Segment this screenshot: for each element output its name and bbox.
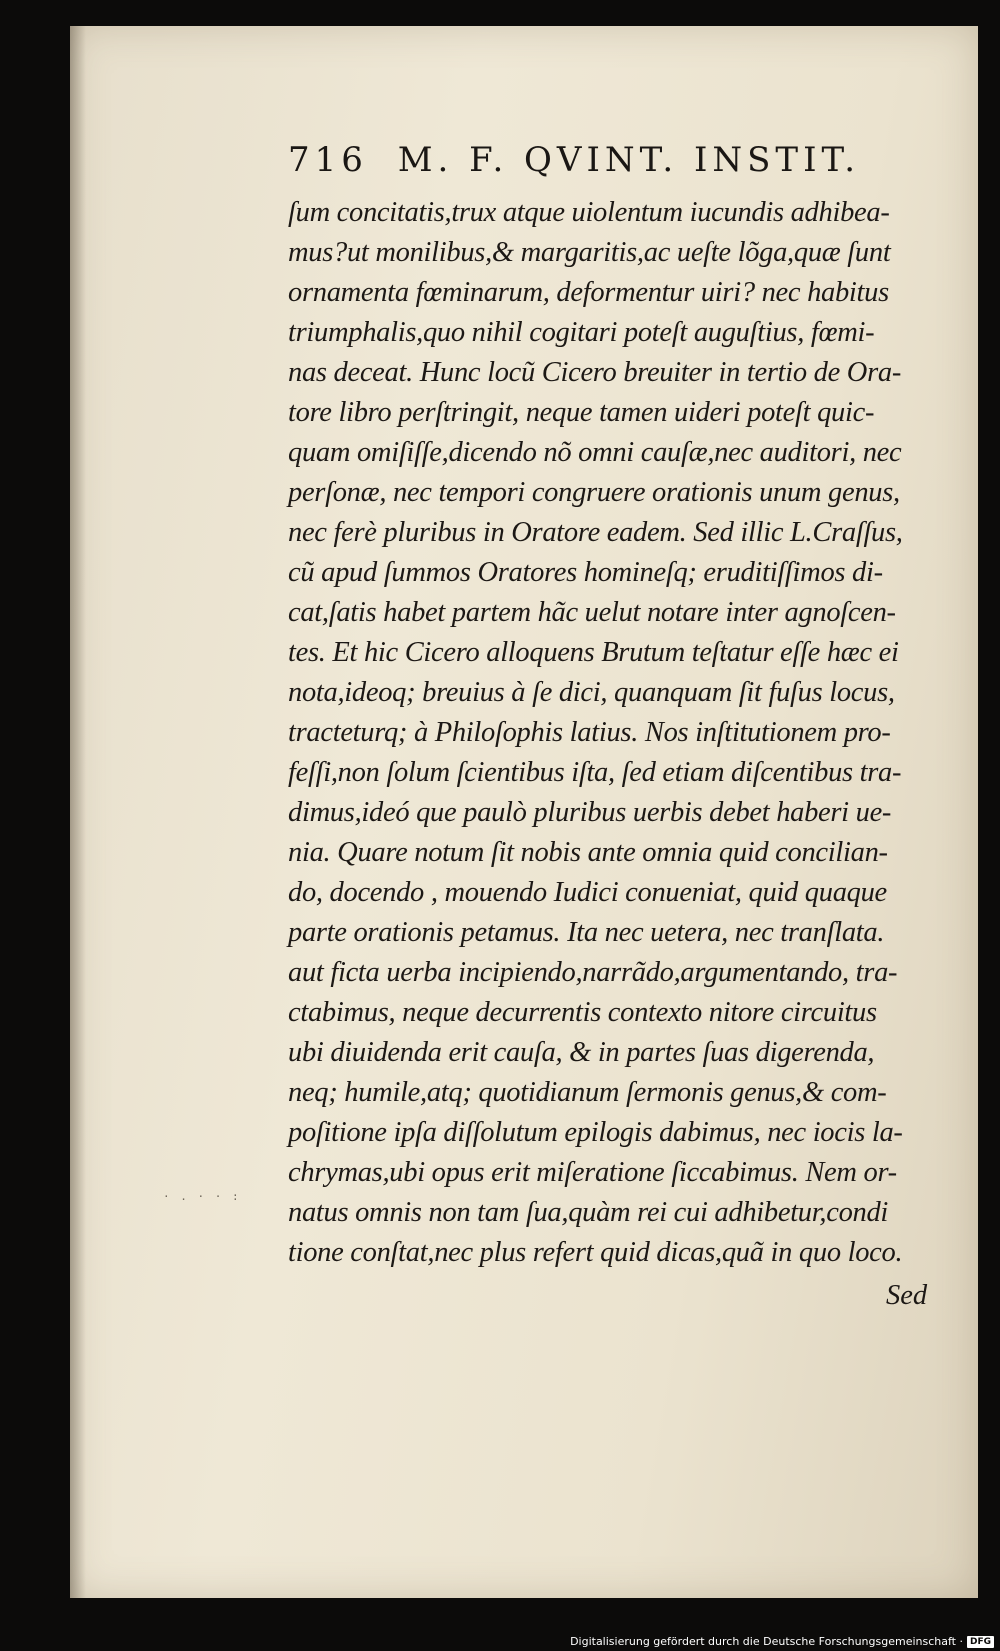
text-line: do, docendo , mouendo Iudici conueniat, quid quaque [288, 877, 887, 908]
text-line: nas deceat. Hunc locũ Cicero breuiter in tertio de Ora- [288, 357, 902, 388]
text-line: feſſi,non ſolum ſcientibus iſta, ſed etiam diſcentibus tra- [288, 757, 902, 788]
text-line: cat,ſatis habet partem hãc uelut notare inter agnoſcen- [288, 597, 896, 628]
text-line: tore libro perſtringit, neque tamen uideri poteſt quic- [288, 397, 875, 428]
text-line: nota,ideoq; breuius à ſe dici, quanquam ſit fuſus locus, [288, 677, 895, 708]
text-line: nec ferè pluribus in Oratore eadem. Sed illic L.Craſſus, [288, 517, 903, 548]
text-line: poſitione ipſa diſſolutum epilogis dabimus, nec iocis la- [288, 1117, 903, 1148]
text-line: mus?ut monilibus,& margaritis,ac ueſte lõga,quæ ſunt [288, 237, 891, 268]
text-line: nia. Quare notum ſit nobis ante omnia quid concilian- [288, 837, 888, 868]
text-line: tracteturq; à Philoſophis latius. Nos inſtitutionem pro- [288, 717, 891, 748]
digitization-credit [570, 1635, 994, 1648]
text-line: natus omnis non tam ſua,quàm rei cui adhibetur,condi [288, 1197, 889, 1228]
dfg-logo-icon: DFG [967, 1636, 994, 1648]
text-line: ſum concitatis,trux atque uiolentum iucundis adhibea- [288, 197, 890, 228]
text-line: aut ficta uerba incipiendo,narrãdo,argumentando, tra- [288, 957, 898, 988]
page-gutter-shadow [70, 26, 86, 1598]
text-line: parte orationis petamus. Ita nec uetera, nec tranſlata. [288, 917, 885, 948]
catchword: Sed [886, 1280, 928, 1311]
credit-text: Digitalisierung gefördert durch die Deutsche Forschungsgemeinschaft · [570, 1635, 963, 1648]
text-line: cũ apud ſummos Oratores homineſq; eruditiſſimos di- [288, 557, 883, 588]
margin-marks: · . · · : [163, 1190, 241, 1203]
running-header [288, 140, 874, 180]
text-line: ubi diuidenda erit cauſa, & in partes ſuas digerenda, [288, 1037, 875, 1068]
text-line: ornamenta fœminarum, deformentur uiri? nec habitus [288, 277, 889, 308]
running-title: M. F. QVINT. INSTIT. [397, 140, 861, 180]
text-line: neq; humile,atq; quotidianum ſermonis genus,& com- [288, 1077, 887, 1108]
text-line: tione conſtat,nec plus refert quid dicas,quã in quo loco. [288, 1237, 903, 1268]
text-line: triumphalis,quo nihil cogitari poteſt auguſtius, fœmi- [288, 317, 875, 348]
text-line: dimus,ideó que paulò pluribus uerbis debet haberi ue- [288, 797, 892, 828]
text-line: chrymas,ubi opus erit miſeratione ſiccabimus. Nem or- [288, 1157, 897, 1188]
text-line: ctabimus, neque decurrentis contexto nitore circuitus [288, 997, 877, 1028]
text-line: quam omiſiſſe,dicendo nõ omni cauſæ,nec auditori, nec [288, 437, 902, 468]
page-number: 716 [288, 140, 368, 180]
text-line: tes. Et hic Cicero alloquens Brutum teſtatur eſſe hæc ei [288, 637, 899, 668]
text-line: perſonæ, nec tempori congruere orationis unum genus, [288, 477, 900, 508]
body-text [288, 193, 948, 1273]
